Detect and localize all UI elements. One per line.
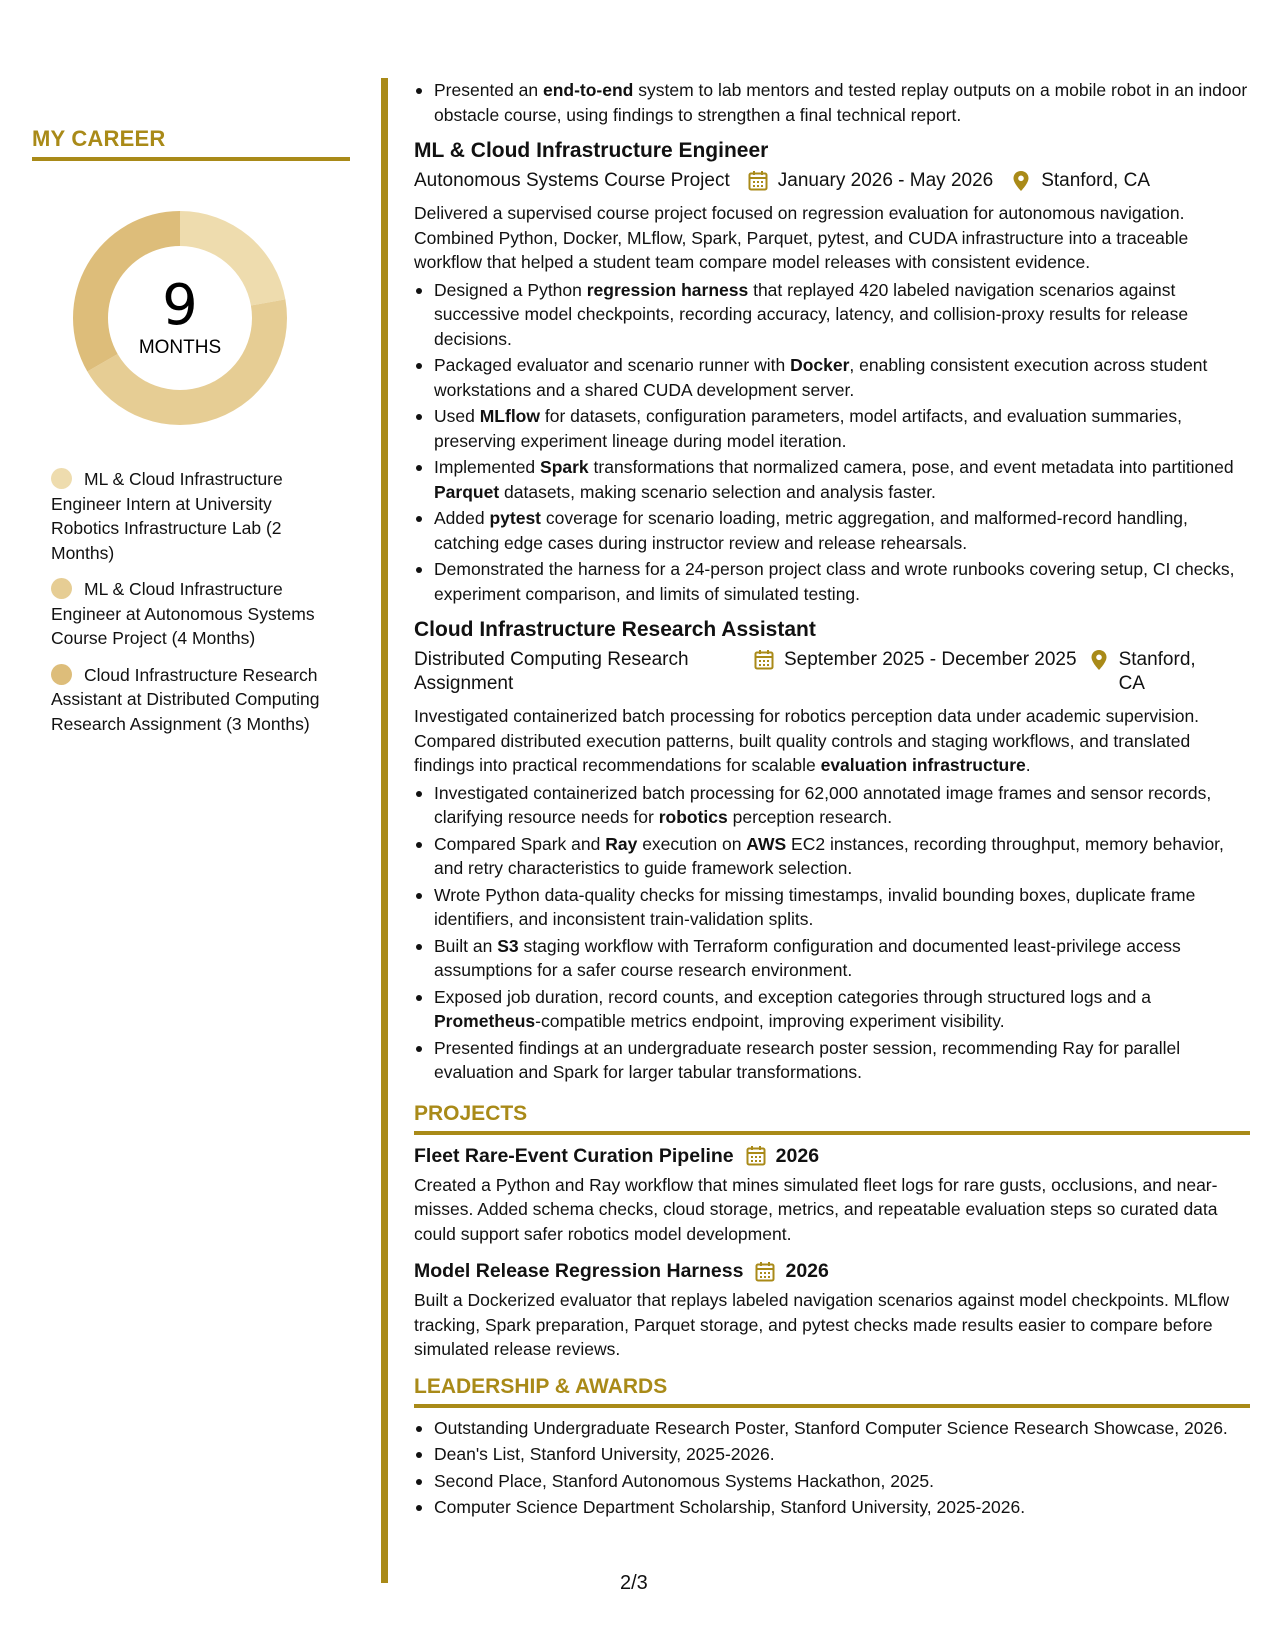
role-location-text: Stanford, CA <box>1118 649 1196 694</box>
role-organization: Distributed Computing Research Assignment <box>414 649 689 694</box>
text-run: Added <box>434 508 490 528</box>
career-legend <box>32 467 350 736</box>
donut-total: 9 <box>162 273 198 338</box>
calendar-icon <box>754 649 774 671</box>
text-run: Investigated containerized batch processing for robotics perception data under academic supervision. Compared distributed execution patterns, built quality controls and staging workflows, and translated findings into practical recommendations for scalable <box>414 706 1200 775</box>
bold-keyword: end-to-end <box>542 80 634 100</box>
project-description: Created a Python and Ray workflow that mines simulated fleet logs for rare gusts, occlusions, and near-misses. Added schema checks, cloud storage, metrics, and repeatable evaluation steps so curated data could support safer robotics model development. <box>414 1174 1218 1244</box>
legend-label: ML & Cloud Infrastructure Engineer at Autonomous Systems Course Project (4 Months) <box>51 579 315 648</box>
legend-dot-icon <box>51 468 72 489</box>
text-run: -compatible metrics endpoint, improving experiment visibility. <box>535 1011 1005 1031</box>
location-pin-icon <box>1011 170 1031 192</box>
text-run: Packaged evaluator and scenario runner with <box>434 355 791 375</box>
bullet-item <box>414 1036 1250 1085</box>
bullet-item <box>414 832 1250 881</box>
text-run: Exposed job duration, record counts, and exception categories through structured logs and a <box>434 986 1151 1007</box>
bullet-item <box>414 781 1250 830</box>
role-dates <box>748 169 993 193</box>
text-run: datasets, making scenario selection and analysis faster. <box>499 481 936 502</box>
text-run: for datasets, configuration parameters, model artifacts, and evaluation summaries, preserving experiment lineage during model iteration. <box>434 406 1182 451</box>
text-run: Implemented <box>434 457 541 477</box>
bold-keyword: Prometheus <box>434 1011 536 1031</box>
donut-unit: MONTHS <box>138 337 222 358</box>
location-pin-icon <box>1089 649 1109 671</box>
role-title: Cloud Infrastructure Research Assistant <box>414 618 816 641</box>
bullet-item <box>414 883 1250 932</box>
bold-keyword: regression harness <box>586 279 749 300</box>
text-run: staging workflow with Terraform configuration and documented least-privilege access assumptions for a safer course research environment. <box>434 935 1181 980</box>
legend-label: Cloud Infrastructure Research Assistant at Distributed Computing Research Assignment (3 Months) <box>51 664 320 734</box>
project-description: Built a Dockerized evaluator that replays labeled navigation scenarios against model checkpoints. MLflow tracking, Spark preparation, Parquet storage, and pytest checks made results easier to compare before simulated release reviews. <box>414 1290 1230 1359</box>
bold-keyword: Parquet <box>434 481 500 502</box>
bold-keyword: Ray <box>605 833 638 854</box>
projects-title: PROJECTS <box>414 1101 1250 1135</box>
career-donut-chart <box>67 205 293 431</box>
text-run: Demonstrated the harness for a 24-person project class and wrote runbooks covering setup, CI checks, experiment comparison, and limits of simulated testing. <box>434 559 1235 604</box>
text-run: Investigated containerized batch processing for 62,000 annotated image frames and sensor records, clarifying resource needs for <box>434 782 1212 827</box>
calendar-icon <box>746 1145 766 1167</box>
awards-list <box>414 1416 1250 1520</box>
awards-title: LEADERSHIP & AWARDS <box>414 1374 1250 1408</box>
bold-keyword: S3 <box>497 935 519 956</box>
role-summary <box>414 704 1250 778</box>
bullet-item <box>414 353 1250 402</box>
calendar-icon <box>748 170 768 192</box>
project-header <box>414 1258 1250 1284</box>
career-sidebar <box>32 126 350 748</box>
experience-entry <box>414 616 1250 1085</box>
project-name: Fleet Rare-Event Curation Pipeline <box>414 1144 734 1167</box>
legend-label: ML & Cloud Infrastructure Engineer Intern at University Robotics Infrastructure Lab (2 Months) <box>51 469 283 563</box>
bullet-item <box>414 557 1250 606</box>
bold-keyword: AWS <box>746 833 787 854</box>
bold-keyword: Spark <box>540 457 589 477</box>
text-run: system to lab mentors and tested replay outputs on a mobile robot in an indoor obstacle course, using findings to strengthen a final technical report. <box>434 80 1248 125</box>
bullet-item <box>414 934 1250 983</box>
career-title: MY CAREER <box>32 126 350 161</box>
text-run: perception research. <box>727 807 893 827</box>
continued-bullets <box>414 78 1250 127</box>
role-location <box>1011 169 1150 193</box>
experience-list <box>414 137 1250 1085</box>
text-run: Delivered a supervised course project focused on regression evaluation for autonomous navigation. Combined Python, Docker, MLflow, Spark, Parquet, pytest, and CUDA infrastructure into a traceable workflow that helped a student team compare model releases with consistent evidence. <box>414 203 1189 272</box>
project-year-text: 2026 <box>775 1144 820 1167</box>
role-location-text: Stanford, CA <box>1041 170 1150 191</box>
role-dates <box>754 648 1077 672</box>
legend-dot-icon <box>51 664 72 685</box>
bullet-item <box>414 506 1250 555</box>
donut-center <box>67 205 293 431</box>
role-dates-text: September 2025 - December 2025 <box>784 649 1077 670</box>
legend-dot-icon <box>51 578 72 599</box>
calendar-icon <box>755 1261 775 1283</box>
text-run: Wrote Python data-quality checks for missing timestamps, invalid bounding boxes, duplicate frame identifiers, and inconsistent train-validation splits. <box>434 884 1196 929</box>
role-organization: Autonomous Systems Course Project <box>414 170 730 191</box>
project-year <box>746 1143 819 1169</box>
text-run: Used <box>434 406 480 426</box>
role-meta <box>414 648 1250 696</box>
project-name: Model Release Regression Harness <box>414 1260 744 1282</box>
legend-item <box>51 663 350 737</box>
role-location <box>1089 648 1199 696</box>
experience-entry <box>414 137 1250 606</box>
bold-keyword: evaluation infrastructure <box>820 755 1026 775</box>
projects-list <box>414 1143 1250 1362</box>
text-run: EC2 instances, recording throughput, memory behavior, and retry characteristics to guide framework selection. <box>434 833 1224 878</box>
text-run: that replayed 420 labeled navigation scenarios against successive model checkpoints, recording accuracy, latency, and collision-proxy results for release decisions. <box>434 279 1189 349</box>
award-item: Second Place, Stanford Autonomous Systems Hackathon, 2025. <box>414 1469 1250 1494</box>
role-bullets <box>414 278 1250 607</box>
role-dates-text: January 2026 - May 2026 <box>777 170 994 191</box>
role-meta <box>414 169 1250 193</box>
text-run: Presented findings at an undergraduate research poster session, recommending Ray for parallel evaluation and Spark for larger tabular transformations. <box>434 1037 1181 1082</box>
text-run: transformations that normalized camera, pose, and event metadata into partitioned <box>588 457 1234 477</box>
award-item: Outstanding Undergraduate Research Poster, Stanford Computer Science Research Showcase, 2026. <box>414 1416 1250 1441</box>
text-run: Presented an <box>434 80 543 100</box>
text-run: Designed a Python <box>434 279 587 300</box>
legend-item <box>51 577 350 651</box>
award-item: Computer Science Department Scholarship, Stanford University, 2025-2026. <box>414 1495 1250 1520</box>
bullet-item <box>414 78 1250 127</box>
text-run: Built an <box>434 935 498 956</box>
role-bullets <box>414 781 1250 1085</box>
text-run: Compared Spark and <box>434 833 606 854</box>
text-run: . <box>1025 755 1031 775</box>
bold-keyword: pytest <box>489 508 542 528</box>
main-content <box>414 78 1250 1522</box>
award-item: Dean's List, Stanford University, 2025-2026. <box>414 1442 1250 1467</box>
bullet-item <box>414 985 1250 1034</box>
role-title: ML & Cloud Infrastructure Engineer <box>414 139 769 162</box>
legend-item <box>51 467 350 565</box>
page-number: 2/3 <box>620 1572 648 1594</box>
project-year-text: 2026 <box>785 1260 829 1282</box>
bold-keyword: Docker <box>790 355 850 375</box>
project-year <box>755 1258 828 1284</box>
bold-keyword: robotics <box>658 807 728 827</box>
vertical-divider <box>381 78 388 1583</box>
text-run: execution on <box>637 833 747 854</box>
bullet-item <box>414 455 1250 504</box>
text-run: , enabling consistent execution across student workstations and a shared CUDA development server. <box>434 355 1208 400</box>
bold-keyword: MLflow <box>479 406 540 426</box>
bullet-item <box>414 404 1250 453</box>
bullet-item <box>414 278 1250 352</box>
role-summary <box>414 201 1250 275</box>
project-header <box>414 1143 1250 1169</box>
text-run: coverage for scenario loading, metric aggregation, and malformed-record handling, catching edge cases during instructor review and release rehearsals. <box>434 508 1188 553</box>
